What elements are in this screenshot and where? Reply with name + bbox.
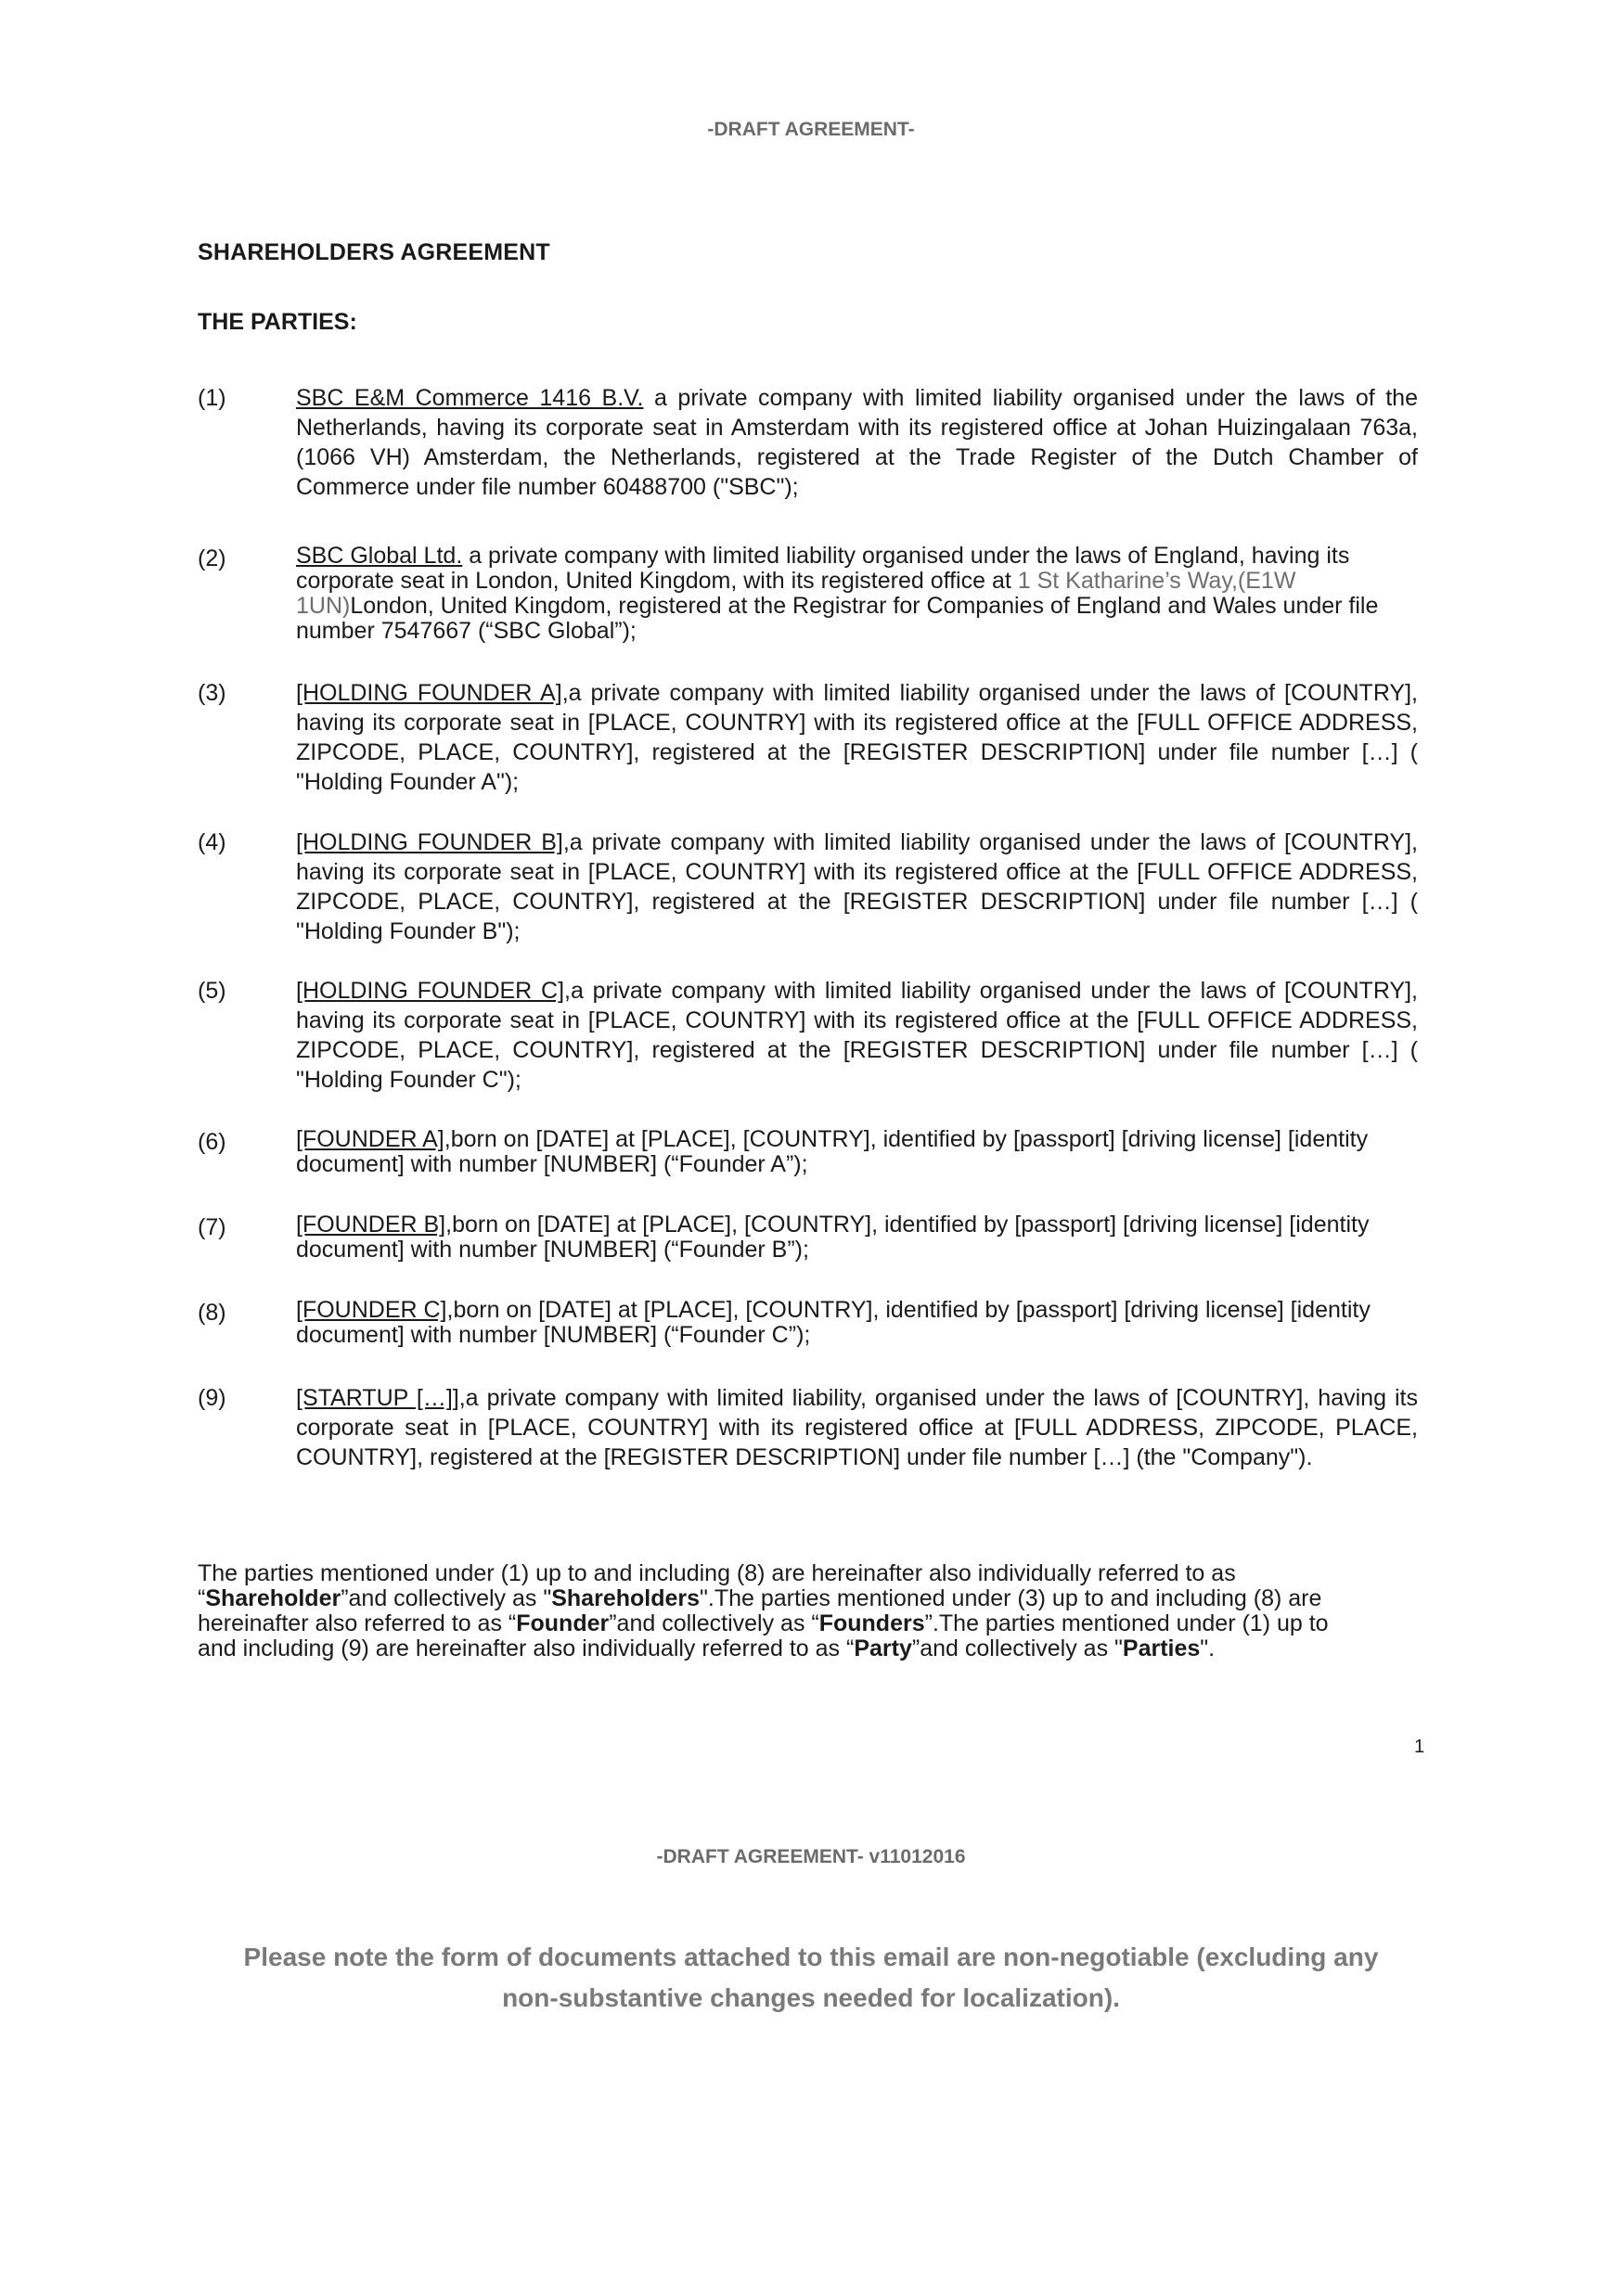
party-description: ,born on [DATE] at [PLACE], [COUNTRY], identified by [passport] [driving license] [identity document] with number [NUMBER] (“Founder C”); — [296, 1297, 1371, 1348]
party-name: [HOLDING FOUNDER A] — [296, 680, 562, 706]
party-text — [296, 1127, 1418, 1177]
definitions-paragraph — [198, 1561, 1339, 1661]
party-address-highlight: 1 St Katharine’s Way,(E1W 1UN) — [296, 568, 1296, 619]
summary-text: ”.The parties mentioned under (1) up to and including (9) are hereinafter also individually referred to as “ — [198, 1610, 1329, 1661]
party-number: (5) — [198, 978, 226, 1004]
party-number: (2) — [198, 545, 226, 571]
parties-heading: THE PARTIES: — [198, 309, 357, 335]
party-description: ,born on [DATE] at [PLACE], [COUNTRY], identified by [passport] [driving license] [identity document] with number [NUMBER] (“Founder A”); — [296, 1126, 1369, 1177]
defined-term: Founders — [818, 1610, 925, 1636]
party-description-cont: London, United Kingdom, registered at the Registrar for Companies of England and Wales under file number 7547667 (“SBC Global”); — [296, 593, 1379, 644]
page-number: 1 — [1414, 1737, 1425, 1757]
party-name: [HOLDING FOUNDER B] — [296, 829, 563, 855]
party-number: (3) — [198, 680, 226, 706]
party-number: (1) — [198, 385, 226, 411]
party-name: SBC Global Ltd. — [296, 543, 463, 569]
defined-term: Parties — [1122, 1635, 1201, 1661]
party-number: (9) — [198, 1385, 226, 1411]
draft-footer: -DRAFT AGREEMENT- v11012016 — [656, 1846, 966, 1867]
summary-text: ”and collectively as " — [911, 1635, 1123, 1661]
party-text — [296, 1383, 1418, 1472]
party-name: [FOUNDER B] — [296, 1212, 446, 1238]
party-description: ,a private company with limited liability organised under the laws of [COUNTRY], having its corporate seat in [PLACE, COUNTRY] with its registered office at the [FULL OFFICE ADDRESS, ZIPCODE, PLACE, COUNTRY], registered at the [REGISTER DESCRIPTION] under file number […] ( "Holding Founder B"); — [296, 829, 1418, 944]
party-text — [296, 1212, 1418, 1263]
party-number: (8) — [198, 1300, 226, 1326]
party-description: ,born on [DATE] at [PLACE], [COUNTRY], identified by [passport] [driving license] [identity document] with number [NUMBER] (“Founder B”); — [296, 1212, 1370, 1263]
party-name: [FOUNDER C] — [296, 1297, 447, 1323]
defined-term: Shareholder — [205, 1585, 341, 1611]
party-number: (7) — [198, 1214, 226, 1240]
party-text — [296, 383, 1418, 502]
summary-text: The parties mentioned under (1) up to and including (8) are hereinafter also individually referred to as “ — [198, 1560, 1236, 1611]
summary-text: ". — [1200, 1635, 1216, 1661]
draft-header: -DRAFT AGREEMENT- — [707, 119, 915, 140]
party-description: a private company with limited liability organised under the laws of England, having its corporate seat in London, United Kingdom, with its registered office at — [296, 543, 1350, 594]
summary-text: ”and collectively as " — [341, 1585, 552, 1611]
party-text — [296, 976, 1418, 1095]
party-text — [296, 544, 1418, 644]
party-text — [296, 1298, 1418, 1348]
party-name: SBC E&M Commerce 1416 B.V. — [296, 385, 644, 411]
non-negotiable-notice — [186, 1937, 1436, 2019]
party-text — [296, 827, 1418, 946]
party-description: ,a private company with limited liability, organised under the laws of [COUNTRY], having its corporate seat in [PLACE, COUNTRY] with its registered office at [FULL ADDRESS, ZIPCODE, PLACE, COUNTRY], registered at the [REGISTER DESCRIPTION] under file number […] (the "Company"). — [296, 1385, 1418, 1470]
party-name: [FOUNDER A] — [296, 1126, 444, 1152]
party-number: (6) — [198, 1129, 226, 1155]
document-title: SHAREHOLDERS AGREEMENT — [198, 239, 550, 265]
defined-term: Founder — [516, 1610, 610, 1636]
summary-text: ".The parties mentioned under (3) up to and including (8) are hereinafter also referred to as “ — [198, 1585, 1322, 1636]
party-text — [296, 678, 1418, 797]
party-description: ,a private company with limited liability organised under the laws of [COUNTRY], having its corporate seat in [PLACE, COUNTRY] with its registered office at the [FULL OFFICE ADDRESS, ZIPCODE, PLACE, COUNTRY], registered at the [REGISTER DESCRIPTION] under file number […] ( "Holding Founder C"); — [296, 978, 1418, 1093]
party-description: ,a private company with limited liability organised under the laws of [COUNTRY], having its corporate seat in [PLACE, COUNTRY] with its registered office at the [FULL OFFICE ADDRESS, ZIPCODE, PLACE, COUNTRY], registered at the [REGISTER DESCRIPTION] under file number […] ( "Holding Founder A"); — [296, 680, 1418, 795]
party-description: a private company with limited liability organised under the laws of the Netherlands, having its corporate seat in Amsterdam with its registered office at Johan Huizingalaan 763a, (1066 VH) Amsterdam, the Netherlands, registered at the Trade Register of the Dutch Chamber of Commerce under file number 60488700 ("SBC"); — [296, 385, 1418, 500]
party-name: [STARTUP […]] — [296, 1385, 459, 1411]
defined-term: Shareholders — [551, 1585, 701, 1611]
notice-line: non-substantive changes needed for localization). — [502, 1983, 1120, 2012]
defined-term: Party — [854, 1635, 912, 1661]
notice-line: Please note the form of documents attached to this email are non-negotiable (excluding any — [243, 1943, 1379, 1971]
summary-text: ”and collectively as “ — [609, 1610, 819, 1636]
party-number: (4) — [198, 829, 226, 855]
party-name: [HOLDING FOUNDER C] — [296, 978, 565, 1004]
